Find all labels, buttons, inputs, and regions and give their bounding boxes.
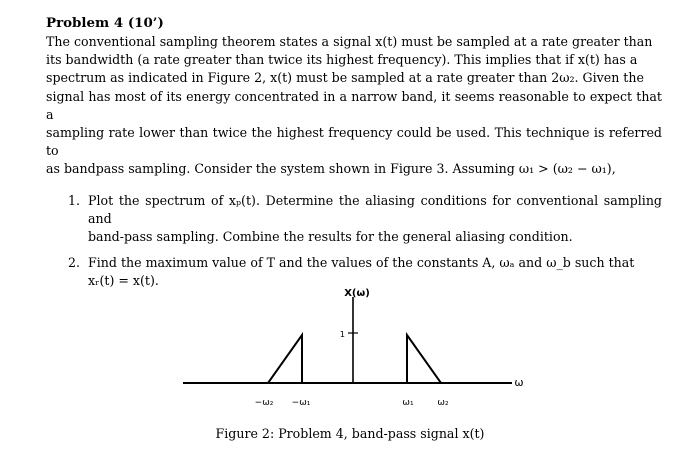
negative-band-spectrum bbox=[268, 335, 302, 383]
statement-line: The conventional sampling theorem states a signal x(t) must be sampled at a rate greater than bbox=[46, 34, 653, 49]
figure-caption: Figure 2: Problem 4, band-pass signal x(t) bbox=[215, 426, 485, 441]
statement-line: as bandpass sampling. Consider the system shown in Figure 3. Assuming ω₁ > (ω₂ − ω₁), bbox=[46, 161, 616, 177]
statement-line: its bandwidth (a rate greater than twice its highest frequency). This implies that if x(t) has a bbox=[46, 52, 638, 68]
problem-section bbox=[46, 14, 662, 299]
tick-label-neg-omega1: −ω₁ bbox=[291, 398, 311, 408]
statement-line: signal has most of its energy concentrated in a narrow band, it seems reasonable to expect that a bbox=[46, 88, 662, 122]
spectrum-figure bbox=[0, 282, 700, 442]
y-axis-label: X(ω) bbox=[344, 288, 370, 299]
task-list bbox=[46, 192, 662, 291]
height-tick-label: 1 bbox=[339, 330, 345, 339]
tick-label-omega2: ω₂ bbox=[437, 398, 449, 408]
statement-line: spectrum as indicated in Figure 2, x(t) must be sampled at a rate greater than 2ω₂. Given the bbox=[46, 70, 644, 86]
problem-statement bbox=[46, 33, 662, 179]
task-text: xᵣ(t) = x(t). bbox=[88, 273, 159, 289]
tick-label-neg-omega2: −ω₂ bbox=[254, 398, 274, 408]
task-text: Find the maximum value of T and the values of the constants A, ωₐ and ω_b such that bbox=[88, 255, 635, 271]
tick-label-omega1: ω₁ bbox=[402, 398, 414, 408]
x-axis-label: ω bbox=[514, 376, 524, 389]
statement-line: sampling rate lower than twice the highest frequency could be used. This technique is referred to bbox=[46, 125, 662, 159]
task-text: band-pass sampling. Combine the results for the general aliasing condition. bbox=[88, 229, 573, 245]
task-item bbox=[84, 192, 662, 247]
task-text: Plot the spectrum of xₚ(t). Determine the aliasing conditions for conventional sampling and bbox=[88, 192, 662, 226]
problem-title: Problem 4 (10’) bbox=[46, 15, 164, 31]
positive-band-spectrum bbox=[407, 335, 441, 383]
